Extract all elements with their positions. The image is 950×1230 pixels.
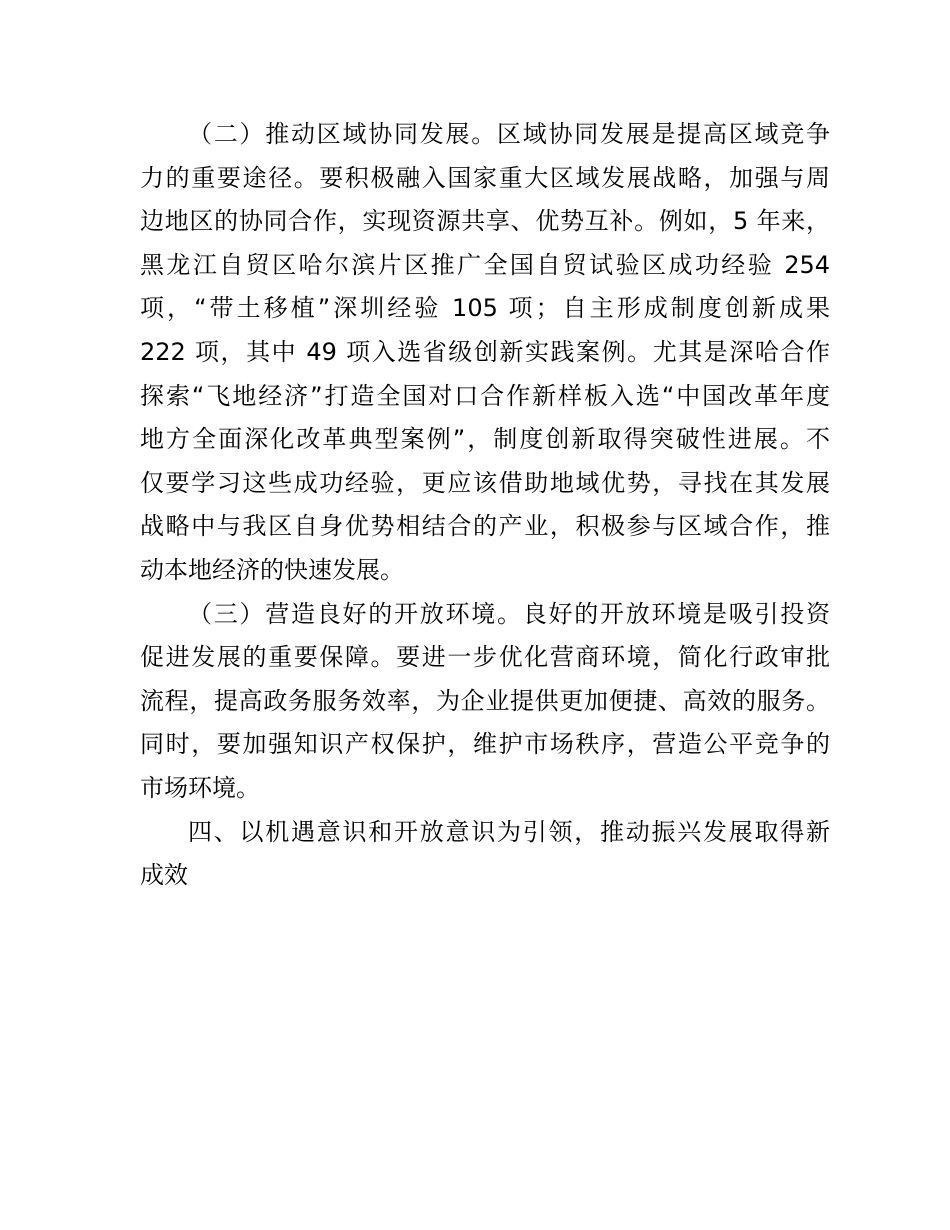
text-line: 仅要学习这些成功经验，更应该借助地域优势，寻找在其发展 bbox=[140, 468, 830, 497]
text-line: 探索“飞地经济”打造全国对口合作新样板入选“中国改革年度 bbox=[140, 381, 830, 410]
document-body bbox=[140, 113, 830, 898]
text-line: 动本地经济的快速发展。 bbox=[140, 555, 404, 584]
text-line: 黑龙江自贸区哈尔滨片区推广全国自贸试验区成功经验 254 bbox=[140, 250, 830, 279]
text-line: （三）营造良好的开放环境。良好的开放环境是吸引投资 bbox=[188, 599, 830, 628]
text-line: 地方全面深化改革典型案例”，制度创新取得突破性进展。不 bbox=[140, 425, 830, 454]
text-line: 力的重要途径。要积极融入国家重大区域发展战略，加强与周 bbox=[140, 163, 830, 192]
text-line: 促进发展的重要保障。要进一步优化营商环境，简化行政审批 bbox=[140, 643, 830, 672]
text-line: 战略中与我区自身优势相结合的产业，积极参与区域合作，推 bbox=[140, 512, 830, 541]
text-line: 流程，提高政务服务效率，为企业提供更加便捷、高效的服务。 bbox=[140, 686, 830, 715]
text-line: 市场环境。 bbox=[140, 773, 260, 802]
text-line: 四、以机遇意识和开放意识为引领，推动振兴发展取得新 bbox=[188, 817, 830, 846]
text-line: 成效 bbox=[140, 861, 188, 890]
text-line: 项，“带土移植”深圳经验 105 项；自主形成制度创新成果 bbox=[140, 294, 830, 323]
heading-section-4 bbox=[140, 811, 830, 898]
text-line: 222 项，其中 49 项入选省级创新实践案例。尤其是深哈合作 bbox=[140, 337, 830, 366]
text-line: 边地区的协同合作，实现资源共享、优势互补。例如，5 年来， bbox=[140, 207, 830, 236]
paragraph-section-2 bbox=[140, 113, 830, 593]
text-line: （二）推动区域协同发展。区域协同发展是提高区域竞争 bbox=[188, 120, 830, 148]
text-line: 同时，要加强知识产权保护，维护市场秩序，营造公平竞争的 bbox=[140, 730, 830, 759]
paragraph-section-3 bbox=[140, 593, 830, 811]
